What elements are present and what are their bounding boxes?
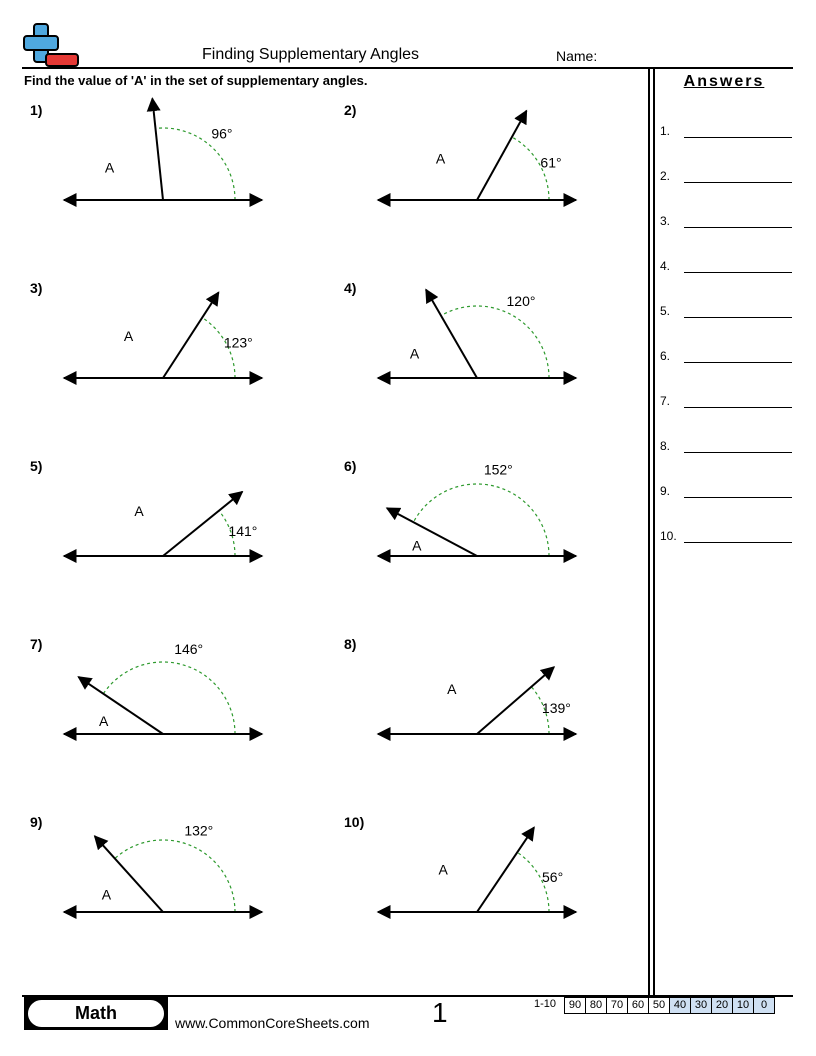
- problem-number: 5): [30, 458, 43, 474]
- scoring-range-label: 1-10: [534, 998, 557, 1010]
- given-angle-label: 139°: [541, 699, 571, 716]
- score-cell: 70: [606, 997, 628, 1014]
- problem-number: 1): [30, 102, 43, 118]
- problem-number: 9): [30, 814, 43, 830]
- unknown-angle-label: A: [447, 681, 457, 698]
- angle-arc: [103, 662, 235, 734]
- answer-row: [660, 214, 792, 234]
- given-angle-label: 132°: [184, 822, 214, 839]
- score-cell: 0: [753, 997, 775, 1014]
- angle-ray: [163, 292, 219, 378]
- problem-number: 8): [344, 636, 357, 652]
- instructions: Find the value of 'A' in the set of supplementary angles.: [24, 73, 368, 88]
- answer-column-divider: [648, 67, 650, 996]
- subject-label: Math: [28, 1000, 164, 1027]
- angle-ray: [426, 290, 477, 378]
- unknown-angle-label: A: [412, 537, 422, 554]
- answer-number: 3.: [660, 214, 671, 228]
- logo-icon: [22, 22, 80, 68]
- problem-number: 7): [30, 636, 43, 652]
- problem-item: [24, 280, 324, 450]
- answer-row: [660, 169, 792, 189]
- problem-item: [24, 458, 324, 628]
- angle-diagram: [24, 458, 324, 628]
- angle-arc: [413, 484, 549, 556]
- problem-number: 4): [344, 280, 357, 296]
- problem-item: [338, 280, 638, 450]
- angle-diagram: [338, 458, 638, 628]
- score-cell: 90: [564, 997, 586, 1014]
- answer-number: 5.: [660, 304, 671, 318]
- angle-ray: [477, 111, 526, 200]
- problem-item: [338, 458, 638, 628]
- answer-row: [660, 124, 792, 144]
- answer-blank[interactable]: [684, 182, 792, 183]
- answer-blank[interactable]: [684, 137, 792, 138]
- given-angle-label: 61°: [540, 154, 562, 171]
- score-cell: 80: [585, 997, 607, 1014]
- angle-diagram: [24, 102, 324, 272]
- unknown-angle-label: A: [438, 861, 448, 878]
- answer-row: [660, 259, 792, 279]
- answer-blank[interactable]: [684, 317, 792, 318]
- unknown-angle-label: A: [409, 345, 420, 362]
- answer-number: 1.: [660, 124, 671, 138]
- answer-blank[interactable]: [684, 542, 792, 543]
- given-angle-label: 56°: [542, 869, 564, 886]
- angle-diagram: [24, 814, 324, 984]
- answer-number: 10.: [660, 529, 677, 543]
- given-angle-label: 123°: [223, 334, 253, 351]
- answer-number: 6.: [660, 349, 671, 363]
- answer-row: [660, 304, 792, 324]
- answer-row: [660, 394, 792, 414]
- given-angle-label: 141°: [228, 523, 258, 539]
- problem-item: [338, 102, 638, 272]
- angle-ray: [78, 677, 163, 734]
- problem-item: [24, 814, 324, 984]
- answer-number: 7.: [660, 394, 671, 408]
- answer-row: [660, 529, 792, 549]
- problem-item: [24, 636, 324, 806]
- problem-number: 2): [344, 102, 357, 118]
- name-label: Name:: [556, 48, 598, 64]
- subject-badge: [24, 997, 168, 1030]
- problem-item: [24, 102, 324, 272]
- angle-diagram: [338, 280, 638, 450]
- site-url: www.CommonCoreSheets.com: [175, 1015, 370, 1031]
- answer-blank[interactable]: [684, 227, 792, 228]
- angle-diagram: [338, 814, 638, 984]
- score-cell: 60: [627, 997, 649, 1014]
- angle-diagram: [24, 636, 324, 806]
- answer-column-divider-inner: [653, 67, 655, 996]
- header-divider: [22, 67, 793, 69]
- given-angle-label: 152°: [483, 461, 513, 478]
- answers-title: Answers: [683, 73, 765, 90]
- angle-diagram: [338, 636, 638, 806]
- answer-blank[interactable]: [684, 407, 792, 408]
- score-cell: 40: [669, 997, 691, 1014]
- angle-arc: [115, 840, 235, 912]
- angle-ray: [387, 508, 477, 556]
- unknown-angle-label: A: [134, 502, 144, 519]
- given-angle-label: 96°: [211, 125, 233, 142]
- unknown-angle-label: A: [101, 886, 112, 903]
- page-title: Finding Supplementary Angles: [202, 46, 420, 63]
- answer-blank[interactable]: [684, 362, 792, 363]
- answer-row: [660, 349, 792, 369]
- angle-ray: [152, 99, 163, 200]
- unknown-angle-label: A: [104, 159, 115, 176]
- score-cell: 50: [648, 997, 670, 1014]
- score-cell: 10: [732, 997, 754, 1014]
- angle-ray: [477, 827, 534, 912]
- problem-number: 10): [344, 814, 365, 830]
- problem-item: [338, 814, 638, 984]
- answer-number: 2.: [660, 169, 671, 183]
- angle-diagram: [24, 280, 324, 450]
- problem-item: [338, 636, 638, 806]
- given-angle-label: 120°: [506, 292, 536, 309]
- score-cell: 20: [711, 997, 733, 1014]
- answer-blank[interactable]: [684, 497, 792, 498]
- unknown-angle-label: A: [99, 713, 109, 730]
- answer-row: [660, 484, 792, 504]
- answer-number: 9.: [660, 484, 671, 498]
- answer-number: 4.: [660, 259, 671, 273]
- score-cell: 30: [690, 997, 712, 1014]
- unknown-angle-label: A: [435, 150, 446, 167]
- angle-diagram: [338, 102, 638, 272]
- given-angle-label: 146°: [174, 640, 204, 657]
- answer-row: [660, 439, 792, 459]
- unknown-angle-label: A: [123, 327, 134, 344]
- problem-number: 6): [344, 458, 357, 474]
- scoring-table: [565, 997, 775, 1014]
- answer-blank[interactable]: [684, 452, 792, 453]
- answer-blank[interactable]: [684, 272, 792, 273]
- answer-number: 8.: [660, 439, 671, 453]
- problem-number: 3): [30, 280, 43, 296]
- page-number: 1: [432, 997, 448, 1028]
